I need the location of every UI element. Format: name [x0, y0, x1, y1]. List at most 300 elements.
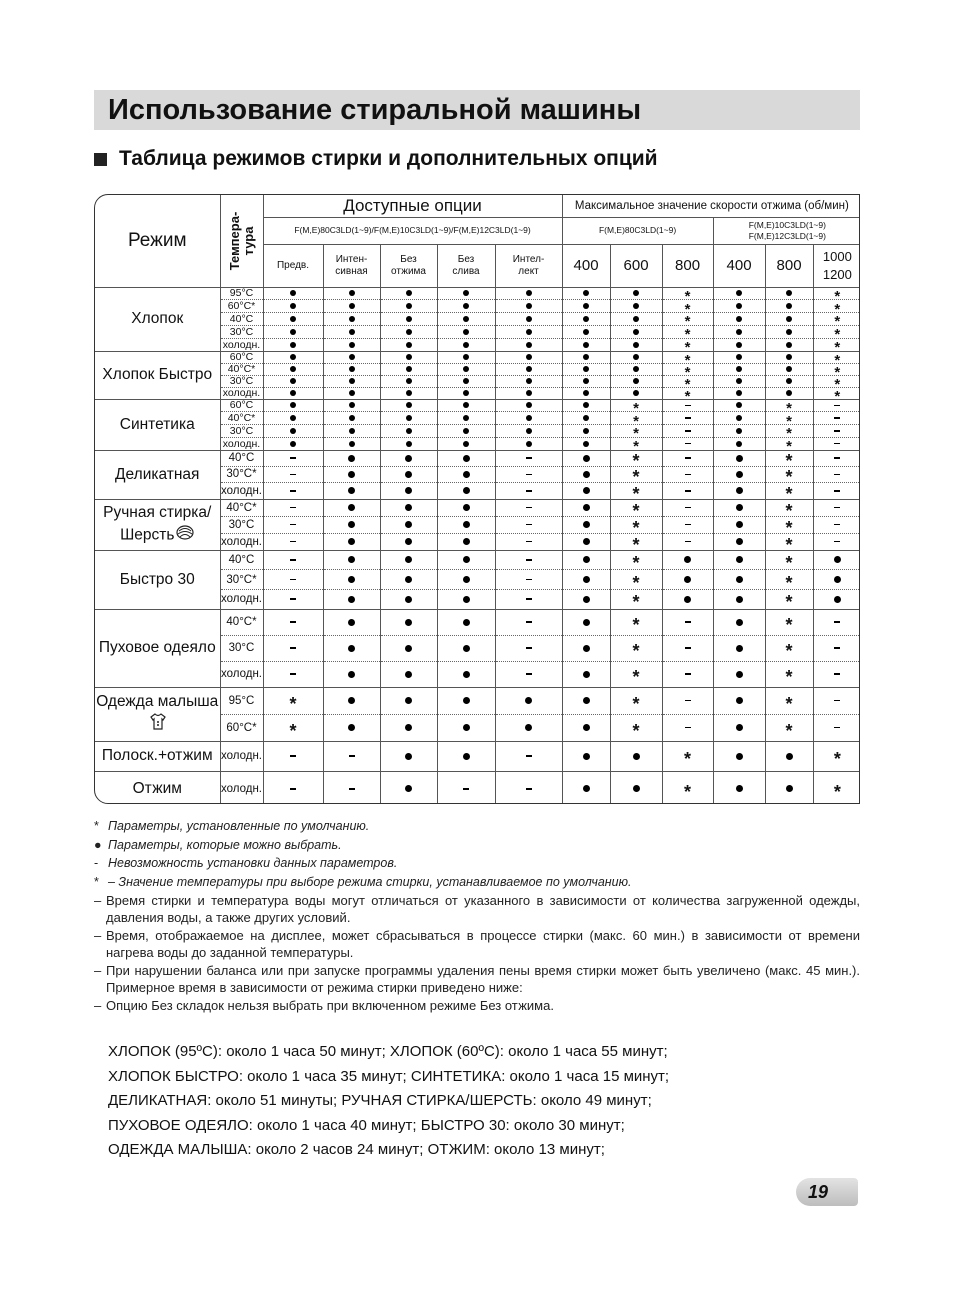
dot-mark [463, 428, 469, 434]
temperature-value: 40°C [228, 452, 255, 465]
option-marks [381, 610, 437, 687]
mark-slot [563, 288, 610, 301]
mark-slot [766, 570, 813, 593]
option-marks [714, 400, 765, 450]
option-marks [496, 500, 562, 550]
mark-slot [611, 662, 662, 687]
mark-slot [663, 772, 713, 805]
mark-slot [563, 551, 610, 571]
option-cell [813, 609, 860, 687]
dot-mark [583, 645, 590, 652]
temperature-item [221, 352, 263, 364]
star-mark: * [785, 451, 793, 472]
option-marks [611, 451, 662, 504]
temperature-value: холодн. [220, 535, 262, 548]
dash-mark [834, 727, 840, 729]
temperature-item [221, 662, 263, 687]
mark-slot [766, 636, 813, 662]
dot-mark [736, 415, 742, 421]
option-marks [766, 688, 813, 741]
remark-item [94, 997, 860, 1014]
dot-mark [736, 303, 742, 309]
option-label: Без [457, 253, 475, 265]
dot-mark [583, 342, 589, 348]
dash-mark [349, 755, 355, 757]
mark-slot [663, 387, 713, 405]
option-cell [562, 399, 610, 450]
mark-slot [714, 483, 765, 498]
mark-slot [563, 326, 610, 339]
star-mark: * [632, 552, 640, 573]
mark-slot [714, 610, 765, 636]
dash-mark [526, 579, 532, 581]
option-marks [264, 288, 323, 351]
mark-slot [438, 288, 495, 301]
option-cell [813, 687, 860, 741]
mark-slot [324, 467, 380, 483]
mark-slot [814, 467, 860, 483]
mark-slot [611, 551, 662, 571]
option-marks [714, 500, 765, 550]
star-mark: * [785, 517, 793, 538]
mark-slot [438, 438, 495, 450]
option-marks [496, 688, 562, 741]
option-cell [495, 351, 562, 399]
page-number: 19 [808, 1182, 829, 1202]
option-cell [662, 609, 713, 687]
dot-mark [290, 428, 296, 434]
mark-slot [324, 517, 380, 534]
mark-slot [766, 313, 813, 326]
dot-mark [290, 378, 296, 384]
mark-slot [264, 500, 323, 517]
temperature-cell [220, 450, 263, 499]
mark-slot [381, 425, 437, 438]
dot-mark [736, 441, 742, 447]
mark-slot [663, 517, 713, 534]
option-label: Без [400, 253, 417, 265]
option-marks [324, 451, 380, 499]
dot-mark [405, 455, 412, 462]
star-mark: * [633, 399, 639, 417]
star-mark: * [833, 749, 841, 769]
dot-mark [736, 619, 743, 626]
legend-symbol: ● [94, 837, 102, 852]
mark-slot [496, 772, 562, 805]
temperature-cell [220, 609, 263, 687]
option-marks [663, 287, 713, 357]
mark-slot [381, 636, 437, 662]
dot-mark [290, 441, 296, 447]
dot-mark [525, 697, 532, 704]
temperature-item [221, 388, 263, 399]
rpm-header [562, 244, 610, 287]
mark-slot [438, 300, 495, 313]
dot-mark [684, 576, 691, 583]
dot-mark [349, 316, 355, 322]
option-marks [766, 551, 813, 613]
remarks [94, 892, 860, 1014]
star-mark: * [834, 351, 841, 369]
mode-name-text: Отжим [132, 779, 182, 797]
mark-slot [496, 467, 562, 483]
dot-mark [526, 415, 532, 421]
mark-slot [766, 610, 813, 636]
temperature-item [221, 339, 263, 351]
option-marks [611, 742, 662, 771]
dot-mark [463, 329, 469, 335]
spin-speed-header: Максимальное значение скорости отжима (об/мин) [562, 195, 860, 217]
temperature-item [221, 425, 263, 438]
mark-slot [766, 517, 813, 538]
option-marks [766, 610, 813, 687]
star-mark: * [632, 483, 640, 504]
mark-slot [381, 610, 437, 636]
dot-mark [463, 354, 469, 360]
mark-slot [814, 412, 860, 425]
option-marks [766, 451, 813, 504]
mark-slot [663, 662, 713, 687]
mark-slot [496, 636, 562, 662]
mark-slot [714, 326, 765, 339]
mark-slot [714, 412, 765, 425]
option-cell [323, 771, 380, 804]
temperature-item [221, 313, 263, 326]
option-cell [662, 687, 713, 741]
mark-slot [324, 662, 380, 687]
star-mark: * [684, 351, 691, 369]
dash-mark [526, 673, 532, 675]
mark-slot [563, 517, 610, 534]
option-marks [663, 451, 713, 499]
mark-slot [438, 400, 495, 413]
option-marks [438, 742, 495, 771]
mark-slot [381, 364, 437, 376]
remark-symbol: – [94, 928, 102, 943]
mark-slot [766, 399, 813, 417]
dot-mark [405, 697, 412, 704]
mark-slot [496, 364, 562, 376]
mark-slot [714, 352, 765, 364]
temperature-value: 30°C [229, 424, 254, 437]
star-mark: * [785, 720, 793, 741]
mark-slot [766, 376, 813, 388]
dash-mark [526, 621, 532, 623]
mark-slot [324, 483, 380, 498]
dot-mark [583, 753, 590, 760]
star-mark: * [684, 300, 691, 318]
option-cell [713, 550, 765, 609]
option-cell [495, 771, 562, 804]
temperature-value: холодн. [220, 593, 262, 606]
mark-slot [496, 438, 562, 450]
mark-slot [324, 313, 380, 326]
mark-slot [264, 300, 323, 313]
option-marks [814, 688, 860, 741]
option-cell [323, 499, 380, 550]
dot-mark [525, 724, 532, 731]
option-marks [611, 399, 662, 456]
dot-mark [583, 366, 589, 372]
dot-mark [583, 316, 589, 322]
mark-slot [814, 438, 860, 450]
mark-slot [496, 300, 562, 313]
dot-mark [633, 329, 639, 335]
dash-mark [685, 457, 691, 459]
dot-mark [633, 290, 639, 296]
remark-item [94, 927, 860, 961]
modes-table [95, 195, 860, 804]
mark-slot [381, 451, 437, 467]
mark-slot [714, 300, 765, 313]
option-cell [263, 609, 323, 687]
mode-row [95, 609, 860, 687]
option-marks [611, 772, 662, 805]
option-marks [766, 772, 813, 805]
mode-header: Режим [95, 195, 220, 287]
mark-slot [814, 688, 860, 715]
baby-clothes-icon [150, 713, 166, 737]
dot-mark [348, 596, 355, 603]
mark-slot [381, 300, 437, 313]
wash-time-line: ДЕЛИКАТНАЯ: около 51 минуты; РУЧНАЯ СТИРКА/ШЕРСТЬ: около 49 минут; [108, 1092, 652, 1109]
mark-slot [714, 388, 765, 399]
dash-mark [685, 524, 691, 526]
legend-symbol: * [94, 819, 99, 833]
speed-model-b-line: F(M,E)10C3LD(1~9) [748, 219, 826, 230]
star-mark: * [684, 387, 691, 405]
option-cell [263, 741, 323, 771]
options-header: Доступные опции [263, 195, 562, 217]
dash-mark [290, 788, 296, 790]
mark-slot [381, 400, 437, 413]
temperature-value: холодн. [222, 338, 261, 351]
mode-name-text: Деликатная [115, 465, 200, 483]
mark-slot [766, 590, 813, 613]
dot-mark [348, 487, 355, 494]
mark-slot [264, 483, 323, 498]
dot-mark [405, 471, 412, 478]
mark-slot [714, 438, 765, 450]
mark-slot [496, 590, 562, 609]
option-marks [324, 688, 380, 741]
dot-mark [633, 366, 639, 372]
mark-slot [814, 715, 860, 741]
option-marks [714, 288, 765, 351]
dot-mark [583, 619, 590, 626]
rpm-label: 400 [726, 256, 752, 274]
option-cell [323, 741, 380, 771]
option-marks [663, 742, 713, 771]
mark-slot [814, 742, 860, 771]
option-marks [324, 288, 380, 351]
wash-times [108, 1040, 669, 1163]
temperature-item [221, 742, 263, 771]
dot-mark [583, 390, 589, 396]
option-marks [663, 772, 713, 805]
mark-slot [563, 300, 610, 313]
temperature-item [221, 688, 263, 715]
temperature-value: 40°C* [227, 412, 256, 425]
option-marks [714, 551, 765, 609]
option-cell [562, 351, 610, 399]
mark-slot [381, 742, 437, 771]
dot-mark [290, 390, 296, 396]
dot-mark [583, 576, 590, 583]
mark-slot [766, 662, 813, 687]
mark-slot [438, 483, 495, 498]
remark-item [94, 892, 860, 926]
dot-mark [463, 521, 470, 528]
mark-slot [663, 451, 713, 467]
mark-slot [663, 363, 713, 381]
mark-slot [563, 438, 610, 450]
mark-slot [714, 451, 765, 467]
mark-slot [438, 570, 495, 590]
dot-mark [463, 366, 469, 372]
dot-mark [736, 390, 742, 396]
mark-slot [324, 326, 380, 339]
dash-mark [685, 443, 691, 445]
dot-mark [736, 471, 743, 478]
dash-mark [834, 621, 840, 623]
temperature-item [221, 376, 263, 388]
option-marks [324, 352, 380, 399]
dot-mark [736, 645, 743, 652]
mark-slot [381, 715, 437, 741]
mark-slot [381, 438, 437, 450]
star-mark: * [786, 425, 792, 443]
temperature-cell [220, 741, 263, 771]
dot-mark [633, 316, 639, 322]
option-cell [380, 687, 437, 741]
option-marks [438, 451, 495, 499]
dot-mark [463, 316, 469, 322]
option-cell [437, 287, 495, 351]
mark-slot [766, 412, 813, 430]
temperature-cell [220, 351, 263, 399]
mark-slot [663, 287, 713, 305]
star-mark: * [785, 667, 793, 687]
dot-mark [406, 303, 412, 309]
dash-mark [685, 474, 691, 476]
dot-mark [463, 576, 470, 583]
option-cell [610, 550, 662, 613]
option-marks [324, 400, 380, 450]
temperature-value: 60°C [229, 351, 254, 363]
option-marks [264, 610, 323, 687]
mark-slot [663, 412, 713, 425]
temperature-value: 30°C [229, 375, 254, 387]
mark-slot [496, 551, 562, 571]
dot-mark [736, 596, 743, 603]
mark-slot [264, 438, 323, 450]
star-mark: * [785, 534, 793, 555]
mark-slot [663, 425, 713, 438]
mark-slot [714, 715, 765, 741]
star-mark: * [834, 375, 841, 393]
mark-slot [264, 388, 323, 399]
wash-time-line: ПУХОВОЕ ОДЕЯЛО: около 1 часа 40 минут; БЫСТРО 30: около 30 минут; [108, 1116, 625, 1134]
mark-slot [714, 517, 765, 534]
dot-mark [463, 342, 469, 348]
mark-slot [814, 517, 860, 534]
option-marks [814, 551, 860, 609]
option-cell [380, 771, 437, 804]
mark-slot [563, 376, 610, 388]
mark-slot [381, 500, 437, 517]
temperature-item [221, 451, 263, 467]
dot-mark [684, 596, 691, 603]
option-marks [714, 742, 765, 771]
mark-slot [438, 500, 495, 517]
mark-slot [814, 534, 860, 550]
mark-slot [714, 313, 765, 326]
option-cell [662, 287, 713, 357]
dot-mark [406, 402, 412, 408]
mode-name [95, 609, 220, 687]
dot-mark [684, 556, 691, 563]
temperature-value: 30°C* [226, 573, 257, 586]
star-mark: * [785, 572, 793, 593]
option-marks [814, 772, 860, 805]
mark-slot [324, 742, 380, 771]
dot-mark [526, 378, 532, 384]
mark-slot [814, 451, 860, 467]
remark-text: При нарушении баланса или при запуске программы удаления пены время стирки может быть увеличено (макс. 45 мин.). Примерное время в зависимости от режима стирки приведено ниже: [106, 963, 860, 995]
mark-slot [714, 376, 765, 388]
mark-slot [663, 351, 713, 369]
mark-slot [563, 688, 610, 715]
option-cell [765, 399, 813, 456]
dot-mark [834, 576, 841, 583]
option-marks [611, 551, 662, 613]
mark-slot [714, 400, 765, 413]
remark-symbol: – [94, 893, 102, 908]
option-marks [496, 288, 562, 351]
mark-slot [814, 636, 860, 662]
dot-mark [834, 556, 841, 563]
mark-slot [324, 451, 380, 467]
rpm-label: 800 [776, 256, 802, 274]
mark-slot [324, 438, 380, 450]
mark-slot [563, 636, 610, 662]
option-cell [765, 687, 813, 741]
mark-slot [438, 467, 495, 483]
star-mark: * [785, 592, 793, 613]
option-cell [713, 609, 765, 687]
mark-slot [714, 636, 765, 662]
dot-mark [633, 378, 639, 384]
mark-slot [324, 288, 380, 301]
mark-slot [663, 551, 713, 571]
option-marks [264, 451, 323, 499]
temperature-list [221, 688, 263, 741]
dot-mark [736, 521, 743, 528]
mark-slot [611, 610, 662, 636]
option-marks [663, 688, 713, 741]
option-marks [611, 352, 662, 399]
dot-mark [290, 342, 296, 348]
mark-slot [381, 313, 437, 326]
dash-mark [526, 490, 532, 492]
dash-mark [290, 621, 296, 623]
dot-mark [349, 342, 355, 348]
mark-slot [766, 483, 813, 504]
option-cell [610, 741, 662, 771]
dot-mark [405, 753, 412, 760]
mark-slot [563, 313, 610, 326]
